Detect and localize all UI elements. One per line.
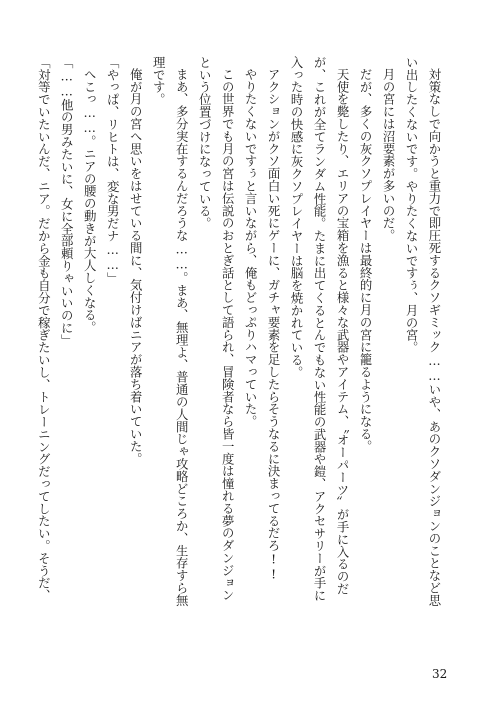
text-line: だが、多くの灰クソプレイヤーは最終的に月の宮に籠るようになる。 [358, 68, 374, 453]
text-line: この世界でも月の宮は伝説のおとぎ話として語られ、冒険者なら皆一度は憧れる夢のダンジョン [220, 68, 236, 602]
dialogue-line: 「……他の男みたいに、女に全部頼りゃいいのに」 [59, 56, 75, 347]
page-number: 32 [432, 667, 448, 681]
text-line: アクションがクソ面白い死にゲーに、ガチャ要素を足したらそうなるに決まってるだろ!! [266, 68, 282, 582]
body-text [36, 56, 442, 648]
text-line: 天使を斃したり、エリアの宝箱を漁ると様々な武器やアイテム、〝オーパーツ〟が手に入るのだ [335, 68, 351, 596]
text-line: やりたくないですぅと言いながら、俺もどっぷりハマっていた。 [243, 68, 259, 428]
dialogue-line: 「やっぱ、リヒトは、変な男だナ……」 [105, 56, 121, 285]
text-line: 対策なしで向かうと重力で即圧死するクソギミック……いや、あのクソダンジョンのことなど思 [427, 68, 442, 607]
text-line: 理です。 [151, 56, 167, 106]
text-line: い出したくないです。やりたくないですぅ、月の宮。 [404, 56, 420, 354]
text-line: という位置づけになっている。 [197, 56, 213, 230]
text-line: へこっ……。ニアの腰の動きが大人しくなる。 [82, 68, 98, 334]
text-line: まあ、多分実在するんだろうな……。まあ、無理よ、普通の人間じゃ攻略どころか、生存すら無 [174, 68, 190, 607]
text-line: が、これが全てランダム性能。たまに出てくるとんでもない性能の武器や鎧、アクセサリーが手に [312, 56, 328, 602]
dialogue-line: 「対等でいたいんだ、ニア。だから金も自分で稼ぎたいし、トレーニングだってしたい。そうだ、 [36, 56, 52, 602]
text-line: 月の宮には沼要素が多いのだ。 [381, 68, 397, 242]
text-line: 俺が月の宮へ思いをはせている間に、気付けばニアが落ち着いていた。 [128, 68, 144, 466]
text-line: 入った時の快感に灰クソプレイヤーは脳を焼かれている。 [289, 56, 305, 379]
